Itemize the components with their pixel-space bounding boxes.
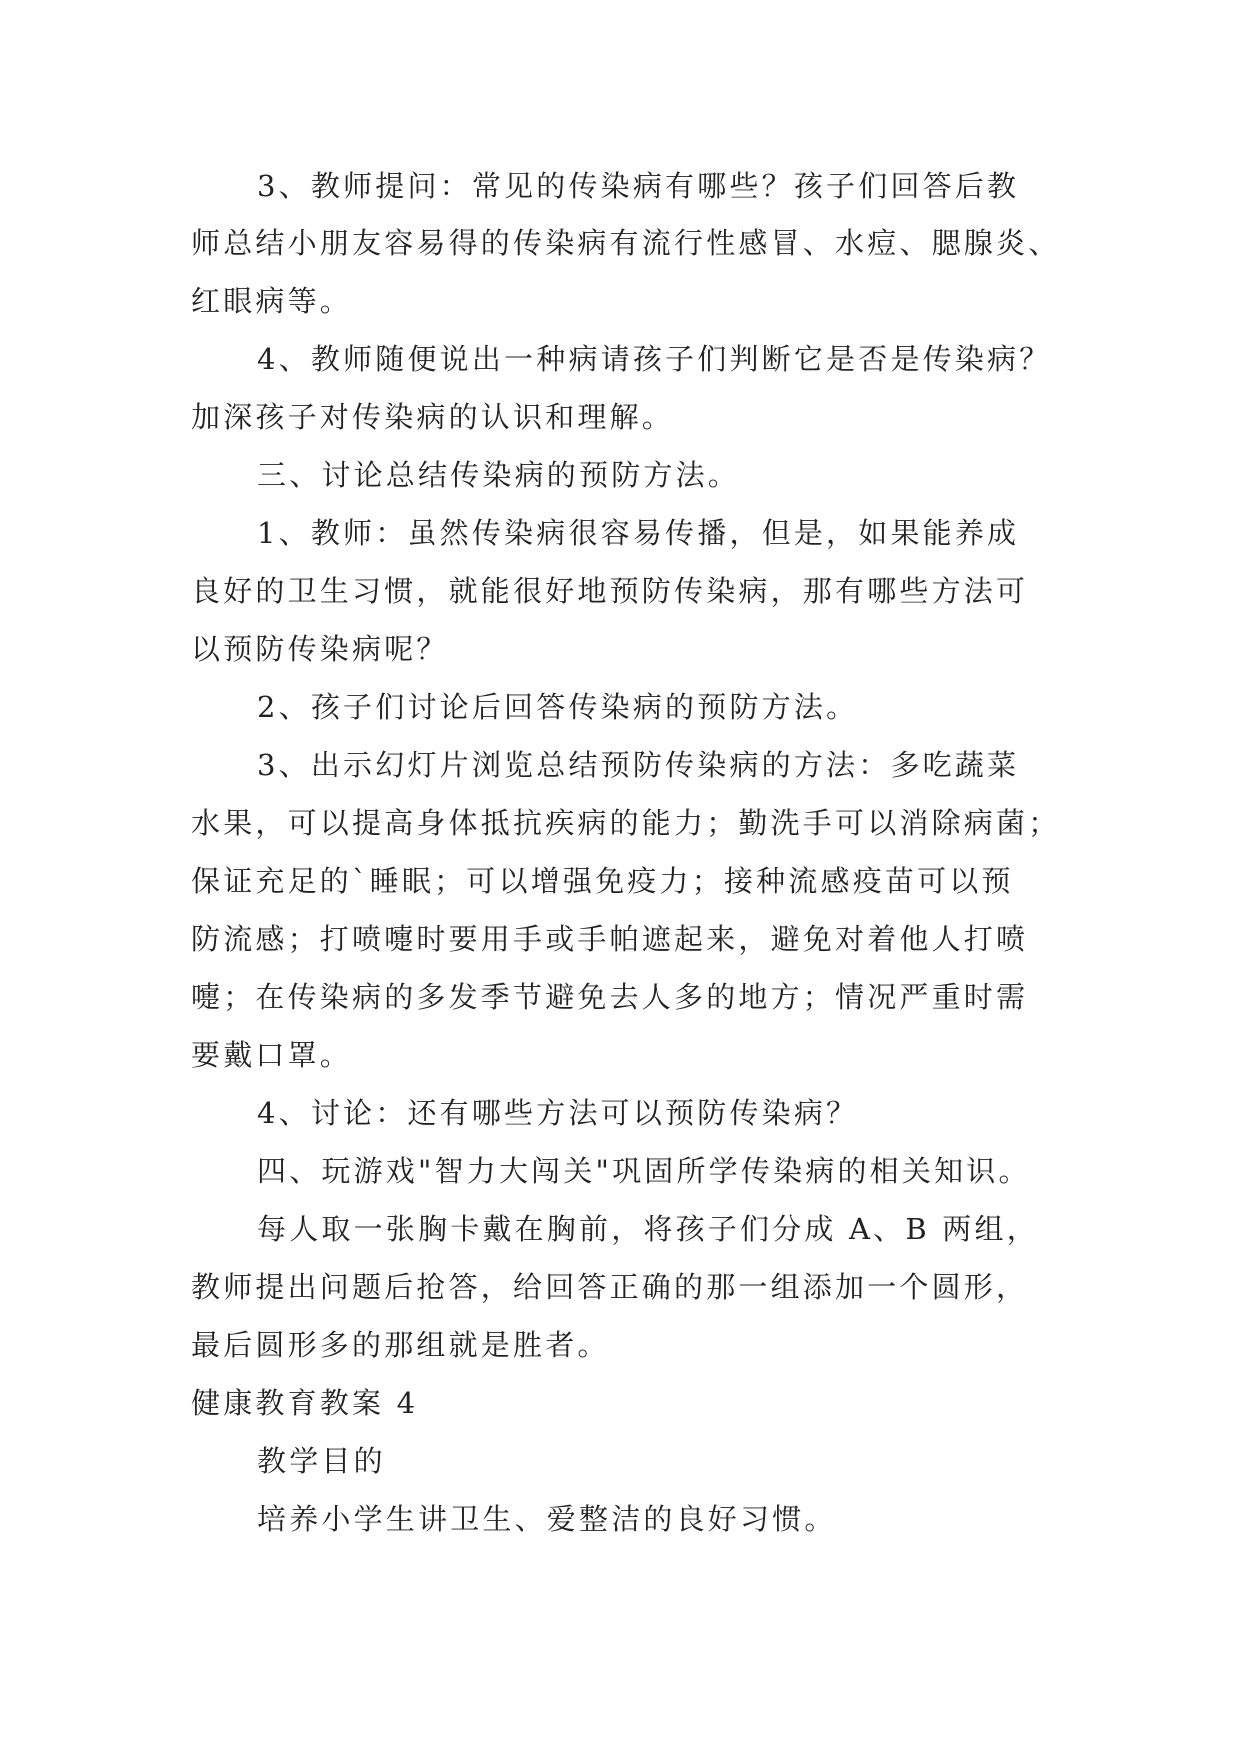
text-line: 2、孩子们讨论后回答传染病的预防方法。 bbox=[257, 690, 859, 724]
text-line: 4、教师随便说出一种病请孩子们判断它是否是传染病？ bbox=[257, 342, 1052, 376]
text-line: 最后圆形多的那组就是胜者。 bbox=[191, 1328, 610, 1362]
text-line: 3、教师提问：常见的传染病有哪些？孩子们回答后教 bbox=[257, 169, 1020, 203]
text-line: 3、出示幻灯片浏览总结预防传染病的方法：多吃蔬菜 bbox=[257, 748, 1020, 782]
text-line: 培养小学生讲卫生、爱整洁的良好习惯。 bbox=[257, 1502, 837, 1536]
text-line: 师总结小朋友容易得的传染病有流行性感冒、水痘、腮腺炎、 bbox=[191, 226, 1061, 260]
text-line: 良好的卫生习惯，就能很好地预防传染病，那有哪些方法可 bbox=[191, 574, 1029, 608]
text-line: 以预防传染病呢？ bbox=[191, 632, 449, 666]
text-line: 保证充足的`睡眠；可以增强免疫力；接种流感疫苗可以预 bbox=[191, 864, 1014, 898]
text-line: 教师提出问题后抢答，给回答正确的那一组添加一个圆形， bbox=[191, 1270, 1029, 1304]
text-line: 红眼病等。 bbox=[191, 284, 353, 318]
text-line: 加深孩子对传染病的认识和理解。 bbox=[191, 400, 675, 434]
document-title: 健康教育教案 4 bbox=[191, 1386, 419, 1420]
text-line: 1、教师：虽然传染病很容易传播，但是，如果能养成 bbox=[257, 516, 1020, 550]
section-heading: 三、讨论总结传染病的预防方法。 bbox=[257, 458, 741, 492]
text-line: 4、讨论：还有哪些方法可以预防传染病？ bbox=[257, 1096, 859, 1130]
text-line: 每人取一张胸卡戴在胸前，将孩子们分成 A、B 两组， bbox=[257, 1212, 1039, 1246]
section-heading: 教学目的 bbox=[257, 1444, 386, 1478]
text-line: 要戴口罩。 bbox=[191, 1038, 353, 1072]
text-line: 防流感；打喷嚏时要用手或手帕遮起来，避免对着他人打喷 bbox=[191, 922, 1029, 956]
section-heading: 四、玩游戏"智力大闯关"巩固所学传染病的相关知识。 bbox=[257, 1154, 1031, 1188]
text-line: 嚏；在传染病的多发季节避免去人多的地方；情况严重时需 bbox=[191, 980, 1029, 1014]
text-line: 水果，可以提高身体抵抗疾病的能力；勤洗手可以消除病菌； bbox=[191, 806, 1061, 840]
